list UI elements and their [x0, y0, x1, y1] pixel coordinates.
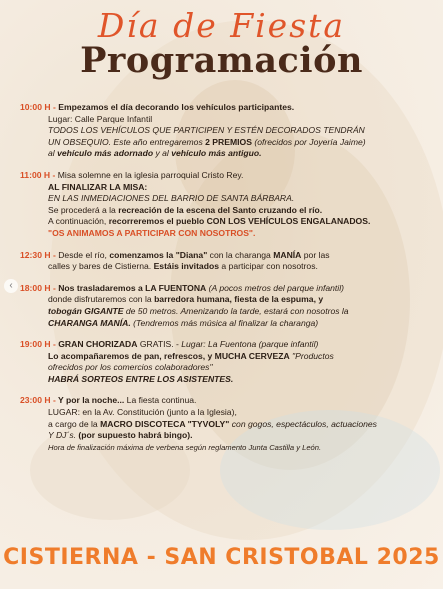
schedule-headline: [20, 250, 425, 262]
text-segment: LUGAR: en la Av. Constitución (junto a la Iglesia),: [48, 407, 237, 418]
text-segment: y al: [153, 148, 172, 159]
text-segment: por las: [301, 249, 330, 260]
schedule-block: [20, 395, 425, 453]
text-segment: Se procederá a la: [48, 204, 119, 215]
text-segment: A continuación,: [48, 216, 109, 227]
text-segment: Este año entregaremos: [111, 136, 206, 147]
text-segment: Y DJ´s.: [48, 430, 79, 441]
text-segment: MANÍA: [273, 249, 302, 260]
text-segment: Desde el río,: [55, 249, 110, 260]
schedule-detail-line: [20, 430, 425, 442]
schedule-detail-line: [20, 182, 425, 194]
text-segment: Nos trasladaremos a LA FUENTONA: [55, 282, 207, 293]
schedule-detail-line: [20, 137, 425, 149]
schedule-detail-line: [20, 125, 425, 137]
text-segment: tobogán GIGANTE: [48, 305, 124, 316]
schedule-time: 18:00 H -: [20, 282, 56, 293]
schedule-detail-line: [20, 442, 425, 454]
schedule-time: 10:00 H -: [20, 102, 56, 112]
schedule-time: 12:30 H -: [20, 249, 56, 260]
schedule-detail-line: [20, 216, 425, 228]
text-segment: Empezamos el día decorando los vehículos participantes.: [55, 102, 295, 112]
schedule-detail-line: [20, 294, 425, 306]
text-segment: 2 PREMIOS: [205, 136, 252, 147]
text-segment: ofrecidos por los comercios colaboradores": [48, 362, 213, 373]
script-title: Día de Fiesta: [97, 6, 346, 45]
text-segment: Misa solemne en la iglesia parroquial Cristo Rey.: [55, 169, 244, 180]
text-segment: a participar con nosotros.: [219, 261, 318, 272]
schedule-time: 23:00 H -: [20, 395, 56, 406]
schedule-block: [20, 170, 425, 240]
text-segment: donde disfrutaremos con la: [48, 294, 155, 305]
text-segment: Lugar: Calle Parque Infantil: [48, 113, 153, 124]
schedule-detail-line: [20, 407, 425, 419]
text-segment: calles y bares de Cistierna.: [48, 261, 154, 272]
schedule-block: [20, 250, 425, 273]
text-segment: comenzamos la "Diana": [109, 249, 208, 260]
text-segment: con la charanga: [207, 249, 274, 260]
text-segment: recorreremos el pueblo CON LOS VEHÍCULOS ENGALANADOS.: [108, 216, 371, 227]
schedule-detail-line: [20, 351, 425, 363]
text-segment: vehículo más antiguo.: [171, 148, 262, 159]
text-segment: EN LAS INMEDIACIONES DEL BARRIO DE SANTA BÁRBARA.: [48, 193, 295, 204]
text-segment: "OS ANIMAMOS A PARTICIPAR CON NOSOTROS".: [48, 227, 256, 238]
schedule: [20, 102, 425, 463]
text-segment: UN OBSEQUIO.: [48, 136, 112, 147]
schedule-detail-line: [20, 228, 425, 240]
schedule-detail-line: [20, 193, 425, 205]
text-segment: Lo acompañaremos de pan, refrescos, y MUCHA CERVEZA: [48, 350, 290, 361]
text-segment: AL FINALIZAR LA MISA:: [48, 181, 148, 192]
schedule-detail-line: [20, 306, 425, 318]
text-segment: con gogos, espectáculos, actuaciones: [229, 418, 377, 429]
schedule-detail-line: [20, 114, 425, 126]
text-segment: Estáis invitados: [153, 261, 219, 272]
text-segment: (A pocos metros del parque infantil): [206, 282, 344, 293]
text-segment: La fiesta continua.: [124, 395, 197, 406]
schedule-detail-line: [20, 318, 425, 330]
schedule-detail-line: [20, 148, 425, 160]
text-segment: Y por la noche...: [55, 395, 125, 406]
footer-title: CISTIERNA - SAN CRISTOBAL 2025: [3, 545, 440, 570]
text-segment: MACRO DISCOTECA "TYVOLY": [100, 418, 230, 429]
schedule-headline: [20, 395, 425, 407]
text-segment: al: [48, 148, 58, 159]
schedule-block: [20, 339, 425, 385]
text-segment: HABRÁ SORTEOS ENTRE LOS ASISTENTES.: [48, 373, 234, 384]
text-segment: "Productos: [289, 350, 334, 361]
schedule-detail-line: [20, 362, 425, 374]
text-segment: TODOS LOS VEHÍCULOS QUE PARTICIPEN Y ESTÉN DECORADOS TENDRÁN: [48, 125, 365, 136]
text-segment: GRAN CHORIZADA: [55, 339, 138, 350]
schedule-detail-line: [20, 374, 425, 386]
schedule-time: 19:00 H -: [20, 339, 56, 350]
previous-arrow-icon[interactable]: ‹: [4, 279, 18, 293]
schedule-detail-line: [20, 419, 425, 431]
text-segment: Lugar: La Fuentona (parque infantil): [181, 339, 319, 350]
text-segment: (por supuesto habrá bingo).: [78, 430, 193, 441]
text-segment: de 50 metros. Amenizando la tarde, estará con nosotros la: [123, 305, 349, 316]
text-segment: CHARANGA MANÍA.: [48, 317, 131, 328]
schedule-block: [20, 283, 425, 329]
schedule-headline: [20, 102, 425, 114]
text-segment: GRATIS. -: [137, 339, 182, 350]
schedule-headline: [20, 283, 425, 295]
schedule-headline: [20, 170, 425, 182]
text-segment: (ofrecidos por Joyería Jaime): [251, 136, 366, 147]
schedule-detail-line: [20, 261, 425, 273]
schedule-block: [20, 102, 425, 160]
text-segment: Hora de finalización máxima de verbena según reglamento Junta Castilla y León.: [48, 442, 322, 452]
schedule-headline: [20, 339, 425, 351]
main-title: Programación: [80, 40, 363, 81]
text-segment: (Tendremos más música al finalizar la charanga): [130, 317, 319, 328]
schedule-time: 11:00 H -: [20, 169, 56, 180]
text-segment: a cargo de la: [48, 418, 101, 429]
text-segment: barredora humana, fiesta de la espuma, y: [154, 294, 324, 305]
schedule-detail-line: [20, 205, 425, 217]
text-segment: vehículo más adornado: [57, 148, 154, 159]
text-segment: recreación de la escena del Santo cruzando el río.: [118, 204, 323, 215]
